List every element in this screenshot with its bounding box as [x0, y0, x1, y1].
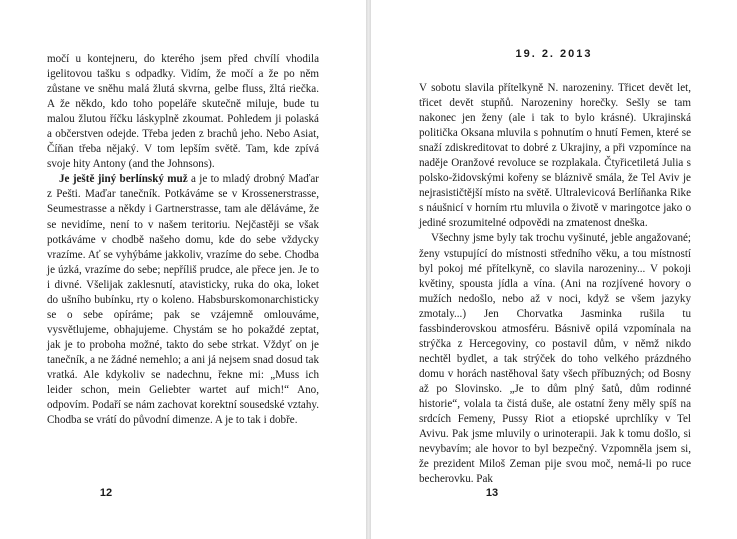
date-heading: 19. 2. 2013	[515, 48, 593, 60]
right-page-number: 13	[485, 487, 499, 499]
left-paragraph-1: močí u kontejneru, do kterého jsem před chvílí vhodila igelitovou tašku s odpadky. Vidím, že močí a že po něm zůstane ve sněhu malá žlutá skvrna, gelbe fluss, žltá riečka. A že někdo, kdo toho popeláře skutečně miluje, bude tu malou žlutou říčku láskyplně zkoumat. Pohledem ji polaská a občerstven odejde. Třeba jeden z brachů jeho. Nebo Asiat, Číňan třeba nějaký. V tom lepším světě. Tam, kde zpívá svoje hity Antony (and the Johnsons).	[47, 53, 319, 171]
left-page-text	[47, 52, 319, 428]
right-page	[371, 0, 737, 539]
left-paragraph-2-lead: Je ještě jiný berlínský muž	[59, 173, 188, 186]
right-page-text	[419, 81, 691, 487]
right-paragraph-2: Všechny jsme byly tak trochu vyšinuté, jeble angažované; ženy vstupující do místnosti středního věku, a tou místností byl pokoj mé přítelkyně, co slavila narozeniny... V pokoji květiny, spousta jídla a vína. (Ani na rozjívené hovory o mužích nedošlo, nebo až v noci, když se všem jazyky zmotaly...) Jen Chorvatka Jasminka rušila tu fassbinderovskou atmosféru. Básnivě opilá vzpomínala na strýčka z Hercegoviny, co postavil dům, v němž nikdo nechtěl bydlet, a tak strýček do toho velkého prázdného domu v horách nastěhoval šaty všech příbuzných; od Bosny až po Slovinsko. „Je to dům plný šatů, dům rodinné historie“, volala ta čistá duše, ale ostatní ženy měly spíš na srdcích Femeny, Pussy Riot a etiopské uprchlíky v Tel Avivu. Pak jsme mluvily o urinoterapii. Jak k tomu došlo, si nevybavím; ale hovor to byl bezpečný. Vzpomněla jsem si, že prezident Miloš Zeman pije svou moč, nemá-li po ruce becherovku. Pak	[419, 232, 691, 486]
left-paragraph-2	[47, 172, 319, 428]
left-page-number: 12	[99, 487, 113, 499]
left-page	[0, 0, 366, 539]
right-paragraph-1: V sobotu slavila přítelkyně N. narozeniny. Třicet devět let, třicet devět stupňů. Narozeniny horečky. Sešly se tam nakonec jen ženy (ale i tak to bylo krásné). Ukrajinská politička Oksana mluvila s pohnutím o hnutí Femen, které se snaží zdiskreditovat to dobré z Ukrajiny, a při vzpomínce na naděje Oranžové revoluce se rozplakala. Čtyřicetiletá Julia s polsko-židovskými kořeny se bláznivě smála, že Tel Aviv je nejrasističtější místo na světě. Ultralevicová Berlíňanka Rike s náušnicí v horním rtu mluvila o životě v maringotce jako o jediné srozumitelné odpovědi na zmatenost dneška.	[419, 82, 691, 230]
left-paragraph-2-body: a je to mladý drobný Maďar z Pešti. Maďar tanečník. Potkáváme se v Krossenerstrasse, Seumestrasse a někdy i Gartnerstrasse, tam ale děláváme, že se nevidíme, není to v našem teritoriu. Nejčastěji se však potkáváme v chodbě našeho domu, kde do sebe vždycky vrazíme. Ať se vyhýbáme jakkoliv, vrazíme do sebe. Chodba je úzká, vrazíme do sebe; nepříliš prudce, ale přece jen. Je to i divné. Všelijak zaklesnutí, atavisticky, ruka do oka, loket do ušního bubínku, rty o koleno. Habsburskomonarchisticky se o sebe opíráme; pak se vzájemně omlouváme, vysvětlujeme, obhajujeme. Chystám se ho pokaždé zeptat, jak je to probohа možné, takto do sebe strkat. Vždyť on je tanečník, a ne žádné nemehlo; a ani já nejsem snad dosud tak vratká. Ale kdykoliv se nadechnu, řekne mi: „Muss ich leider schon, mein Geliebter wartet auf mich!“ Ano, odpovím. Podaří se nám zachovat korektní sousedské vztahy. Chodba se vrátí do původní dimenze. A je to tak i dobře.	[47, 173, 319, 427]
